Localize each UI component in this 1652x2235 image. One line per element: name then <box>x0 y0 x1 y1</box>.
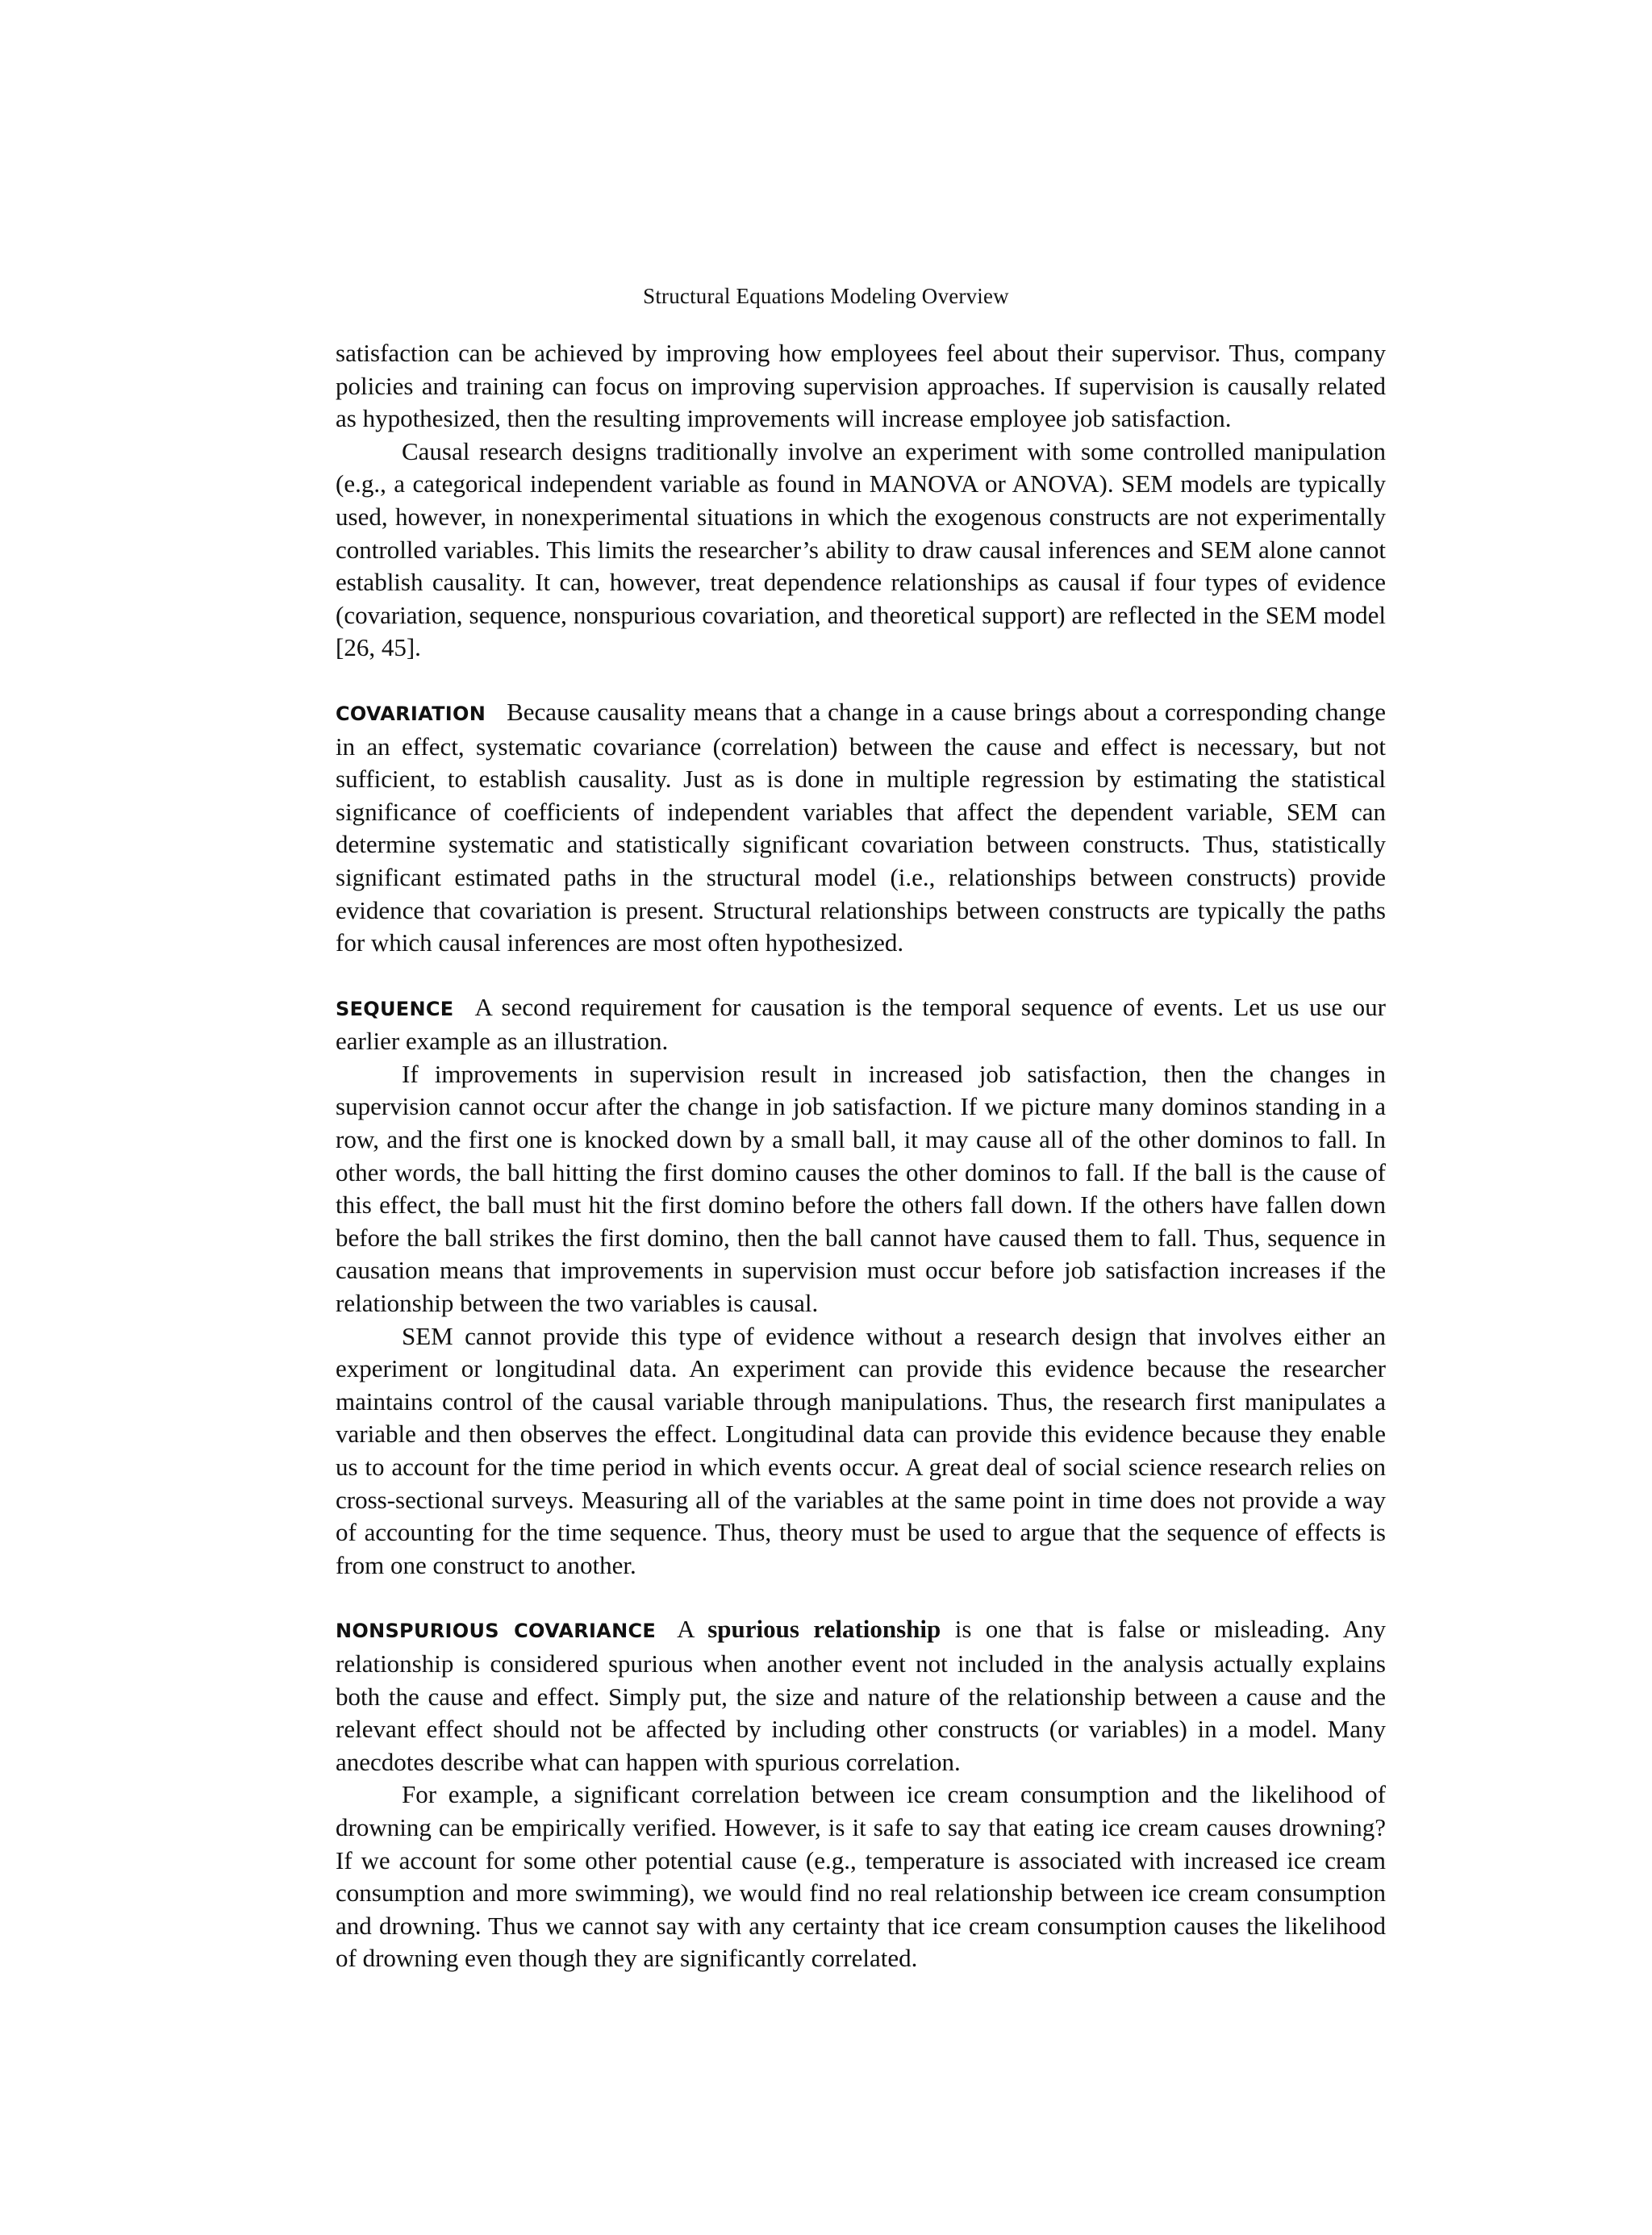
paragraph-ice-cream: For example, a significant correlation between ice cream consumption and the likelihood of drowning can be empirically verified. However, is it safe to say that eating ice cream causes drowning? If we account for some other potential cause (e.g., temperature is associated with increased ice cream consumption and more swimming), we would find no real relationship between ice cream consumption and drowning. Thus we cannot say with any certainty that ice cream consumption causes the likelihood of drowning even though they are significantly correlated. <box>336 1780 1386 1973</box>
sequence-heading: SEQUENCE <box>336 997 454 1020</box>
spurious-relationship-term: spurious relationship <box>707 1615 941 1644</box>
paragraph-causal-research: Causal research designs traditionally involve an experiment with some controlled manipulation (e.g., a categorical independent variable as found in MANOVA or ANOVA). SEM models are typically used, however, in nonexperimental situations in which the exogenous constructs are not experimentally controlled variables. This limits the researcher’s ability to draw causal inferences and SEM alone cannot establish causality. It can, however, treat dependence relationships as causal if four types of evidence (covariation, sequence, nonspurious covariation, and theoretical support) are reflected in the SEM model [26, 45]. <box>336 436 1386 662</box>
covariation-text: Because causality means that a change in a cause brings about a corresponding change in an effect, systematic covariance (correlation) between the cause and effect is necessary, but not sufficient, to establish causality. Just as is done in multiple regression by estimating the statistical significance of coefficients of independent variables that affect the dependent variable, SEM can determine systematic and statistically significant covariation between constructs. Thus, statistically significant estimated paths in the structural model (i.e., relationships between constructs) provide evidence that covariation is present. Structural relationships between constructs are typically the paths for which causal inferences are most often hypothesized. <box>336 697 1386 957</box>
paragraph-sem-evidence: SEM cannot provide this type of evidence without a research design that involves either an experiment or longitudinal data. An experiment can provide this evidence because the researcher maintains control of the causal variable through manipulations. Thus, the research first manipulates a variable and then observes the effect. Longitudinal data can provide this evidence because they enable us to account for the time period in which events occur. A great deal of social science research relies on cross-sectional surveys. Measuring all of the variables at the same point in time does not provide a way of accounting for the time sequence. Thus, theory must be used to argue that the sequence of effects is from one construct to another. <box>336 1321 1386 1579</box>
section-nonspurious-covariance <box>336 1613 1386 1778</box>
body-text <box>336 337 1386 1975</box>
nonspurious-text: is one that is false or misleading. Any relationship is considered spurious when another event not included in the analysis actually explains both the cause and effect. Simply put, the size and nature of the relationship between a cause and the relevant effect should not be affected by including other constructs (or variables) in a model. Many anecdotes describe what can happen with spurious correlation. <box>336 1615 1387 1776</box>
section-sequence <box>336 991 1386 1058</box>
nonspurious-lead: A <box>677 1615 694 1644</box>
paragraph-dominos: If improvements in supervision result in increased job satisfaction, then the changes in supervision cannot occur after the change in job satisfaction. If we picture many dominos standing in a row, and the first one is knocked down by a small ball, it may cause all of the other dominos to fall. In other words, the ball hitting the first domino causes the other dominos to fall. If the ball is the cause of this effect, the ball must hit the first domino before the others fall down. If the others have fallen down before the ball strikes the first domino, then the ball cannot have caused them to fall. Thus, sequence in causation means that improvements in supervision must occur before job satisfaction increases if the relationship between the two variables is causal. <box>336 1059 1386 1318</box>
covariation-heading: COVARIATION <box>336 702 486 725</box>
paragraph-satisfaction: satisfaction can be achieved by improving how employees feel about their supervisor. Thus, company policies and training can focus on improving supervision approaches. If supervision is causally related as hypothesized, then the resulting improvements will increase employee job satisfaction. <box>336 339 1386 433</box>
nonspurious-heading: NONSPURIOUS COVARIANCE <box>336 1620 657 1643</box>
running-head: Structural Equations Modeling Overview <box>643 284 1009 308</box>
section-covariation <box>336 696 1386 960</box>
sequence-text: A second requirement for causation is the temporal sequence of events. Let us use our earlier example as an illustration. <box>336 992 1386 1056</box>
